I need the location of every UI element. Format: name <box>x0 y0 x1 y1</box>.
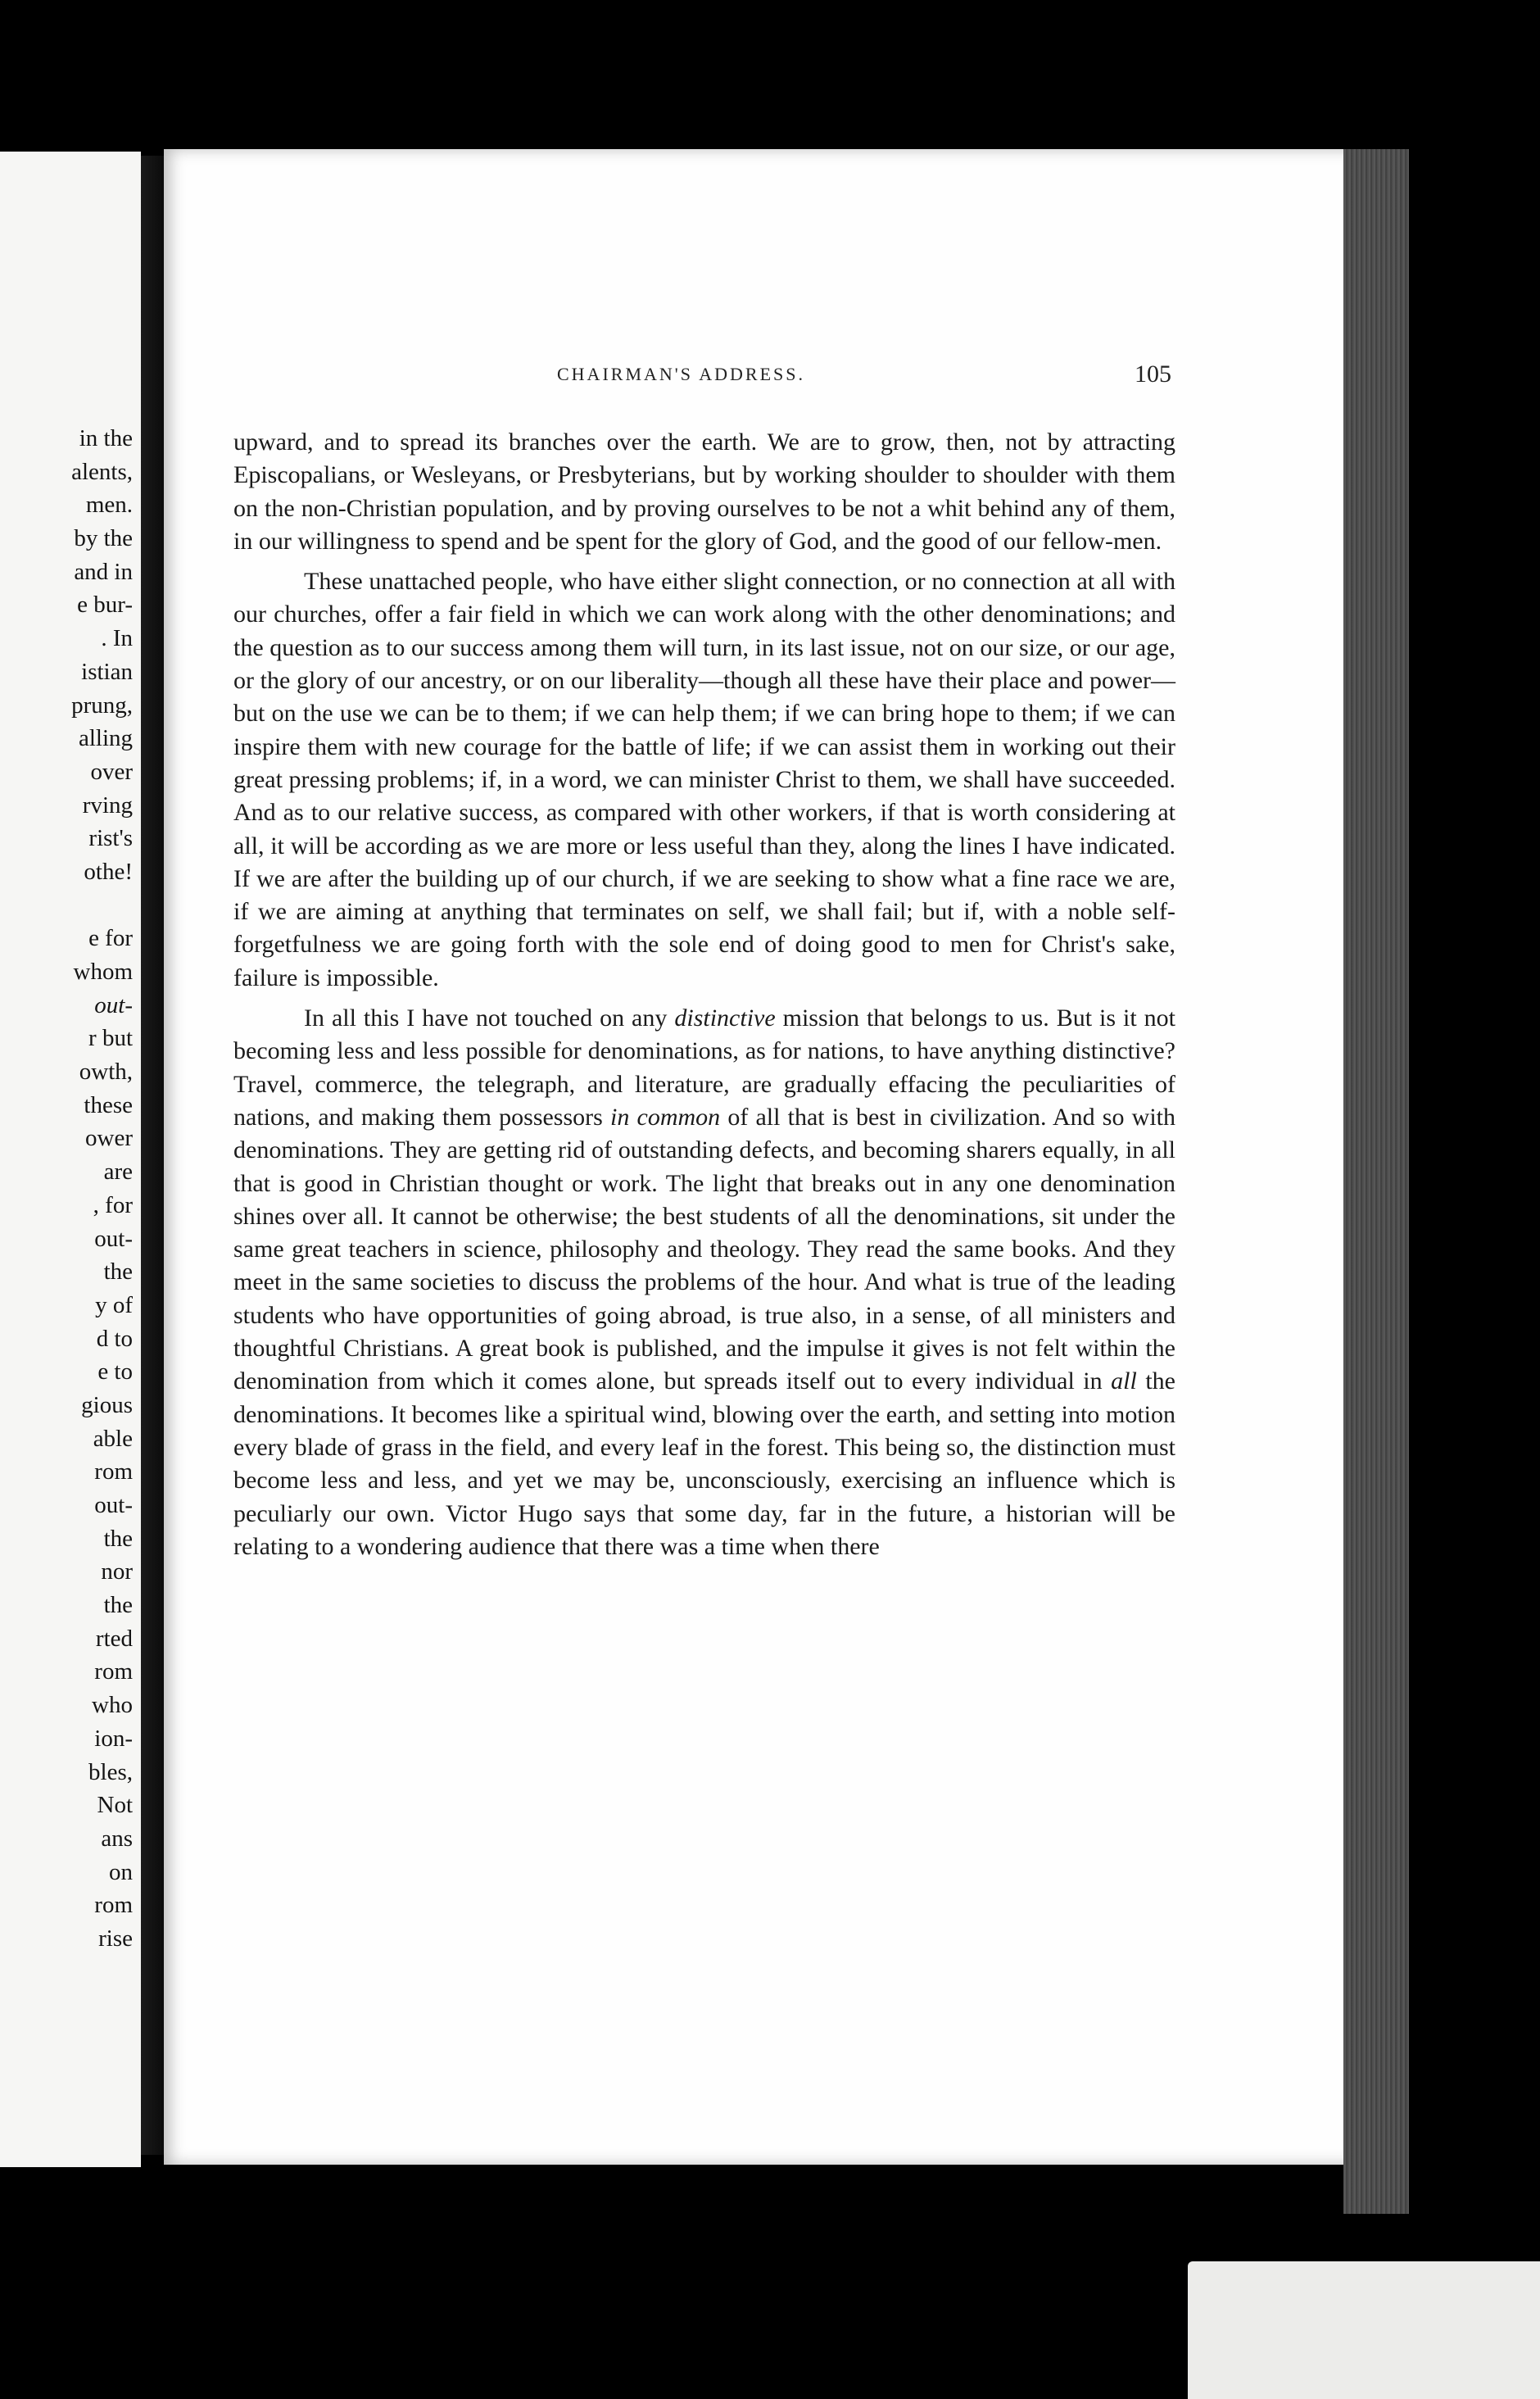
facing-page-text <box>0 422 133 1956</box>
facing-line: e for <box>88 925 133 952</box>
body-text <box>233 426 1175 1563</box>
facing-line: bles, <box>88 1758 133 1785</box>
facing-line: out- <box>94 1492 133 1518</box>
facing-line: othe! <box>84 858 133 885</box>
facing-line: rom <box>94 1658 133 1685</box>
paragraph-3-part: In all this I have not touched on any <box>304 1004 675 1032</box>
facing-line: able <box>93 1425 133 1452</box>
facing-line: the <box>103 1258 133 1286</box>
facing-line: who <box>92 1692 133 1719</box>
facing-line: ion- <box>94 1725 133 1752</box>
facing-line: the <box>103 1525 133 1552</box>
facing-line: whom <box>73 959 133 985</box>
facing-line: in the <box>79 425 133 451</box>
facing-line: d to <box>96 1325 133 1352</box>
facing-line: rom <box>94 1458 133 1485</box>
facing-line: gious <box>81 1391 133 1418</box>
page-number: 105 <box>1135 361 1171 388</box>
paragraph-3-part: of all that is best in civilization. And so with denominations. They are getting rid of outstanding defects, and becoming sharers equally, in all that is good in Christian thought or work. The light that breaks out in any one denomination shines over all. It cannot be otherwise; the best students of all the denominations, sit under the same great teachers in science, philosophy and theology. They read the same books. And they meet in the same societies to discuss the problems of the hour. And what is true of the leading students who have opportunities of going abroad, is true also, in a sense, of all ministers and thoughtful Christians. A great book is published, and the impulse it gives is not felt within the denomination from which it comes alone, but spreads itself out to every individual in <box>233 1103 1175 1395</box>
paragraph-2: These unattached people, who have either slight connection, or no connection at all with our churches, offer a fair field in which we can work along with the other denominations; and the question as to our success among them will turn, in its last issue, not on our size, or our age, or the glory of our ancestry, or on our liberality—though all these have their place and power—but on the use we can be to them; if we can help them; if we can bring hope to them; if we can inspire them with new courage for the battle of life; if we can assist them in working out their great pressing problems; if, in a word, we can minister Christ to them, we shall have succeeded. And as to our relative success, as compared with other workers, if that is worth considering at all, it will be according as we are more or less useful than they, along the lines I have indicated. If we are after the building up of our church, if we are seeking to show what a fine race we are, if we are aiming at anything that terminates on self, we shall fail; but if, with a noble self-forgetfulness we are going forth with the sole end of doing good to men for Christ's sake, failure is impossible. <box>233 568 1175 991</box>
page-edges <box>1343 149 1409 2214</box>
facing-line <box>0 889 133 923</box>
facing-line: . In <box>101 625 133 652</box>
facing-line: rom <box>94 1892 133 1919</box>
facing-line: e to <box>97 1358 133 1385</box>
facing-line: rise <box>98 1925 133 1952</box>
facing-line: the <box>103 1592 133 1619</box>
paragraph-3-part: the denominations. It becomes like a spiritual wind, blowing over the earth, and setting into motion every blade of grass in the field, and every leaf in the forest. This being so, the distinction must become less and less, and yet we may be, unconsciously, exercising an influence which is peculiarly our own. Victor Hugo says that some day, far in the future, a historian will be relating to a wondering audience that there was a time when there <box>233 1367 1175 1560</box>
facing-line: men. <box>85 492 133 519</box>
italic-in-common: in common <box>610 1103 721 1131</box>
facing-line: over <box>90 758 133 785</box>
facing-line: y of <box>95 1291 133 1318</box>
page-header <box>344 361 1171 393</box>
facing-line: these <box>84 1091 133 1118</box>
facing-line: out- <box>94 991 133 1018</box>
italic-distinctive: distinctive <box>674 1004 776 1032</box>
facing-line: by the <box>74 525 133 552</box>
facing-line: alents, <box>71 458 133 485</box>
running-head: CHAIRMAN'S ADDRESS. <box>557 364 806 384</box>
adjacent-book-edge <box>1188 2261 1540 2399</box>
facing-line: nor <box>101 1558 133 1585</box>
facing-line: and in <box>74 558 133 585</box>
facing-line: are <box>103 1159 133 1186</box>
paragraph-3 <box>233 1002 1175 1563</box>
facing-line: alling <box>78 725 133 752</box>
facing-line: rted <box>95 1625 133 1652</box>
facing-line: , for <box>93 1191 133 1218</box>
paragraph-1: upward, and to spread its branches over the earth. We are to grow, then, not by attracting Episcopalians, or Wesleyans, or Presbyterians, but by working shoulder to shoulder with them on the non-Christian population, and by proving ourselves to be not a whit behind any of them, in our willingness to spend and be spent for the glory of God, and the good of our fellow-men. <box>233 429 1175 555</box>
facing-line: e bur- <box>77 592 133 619</box>
facing-line: ans <box>101 1825 133 1852</box>
facing-line: r but <box>88 1025 133 1052</box>
facing-line: prung, <box>71 692 133 719</box>
facing-line: owth, <box>79 1059 133 1086</box>
facing-line: rving <box>82 791 133 819</box>
facing-line: on <box>109 1858 133 1885</box>
italic-all: all <box>1111 1367 1137 1395</box>
facing-line: out- <box>94 1225 133 1252</box>
facing-line: istian <box>81 658 133 685</box>
facing-line: ower <box>85 1125 133 1152</box>
facing-line: rist's <box>88 825 133 852</box>
facing-line: Not <box>97 1792 133 1819</box>
facing-page-left <box>0 152 141 2167</box>
paragraph-3-part: mission that belongs to us. But is it not becoming less and less possible for denominations, as for nations, to have anything distinctive? Travel, commerce, the telegraph, and literature, are gradually effacing the peculiarities of nations, and making them possessors <box>233 1004 1175 1131</box>
